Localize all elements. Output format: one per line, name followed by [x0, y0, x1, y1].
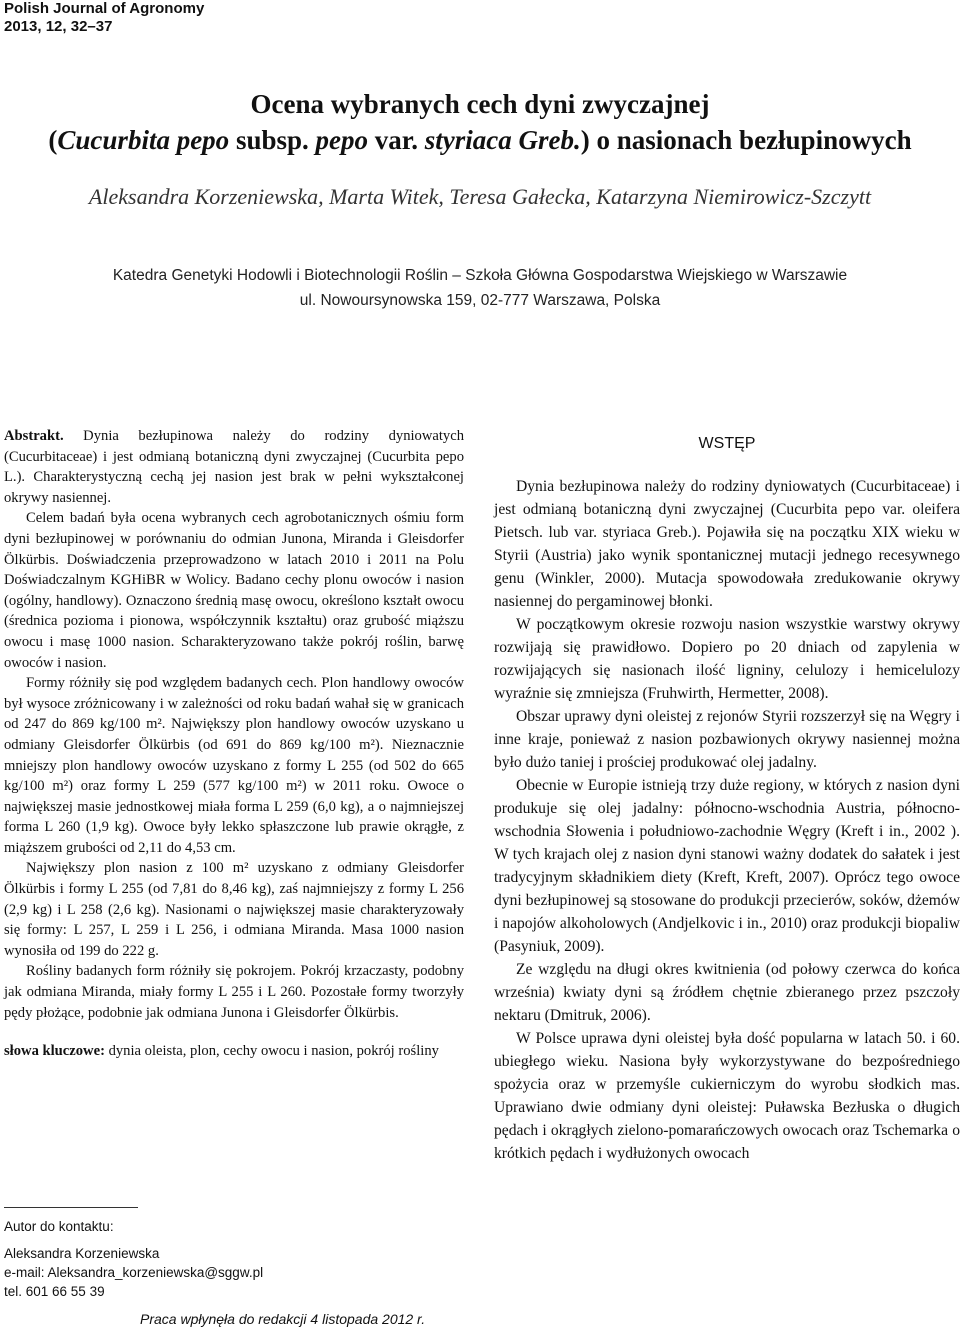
footnote-divider — [4, 1207, 138, 1208]
intro-paragraph-5: Ze względu na długi okres kwitnienia (od połowy czerwca do końca września) kwiaty dyni są źródłem chętnie zbieranego przez pszczoły nektaru (Dmitruk, 2006). — [494, 961, 960, 1024]
abstract-paragraph-5: Rośliny badanych form różniły się pokrojem. Pokrój krzaczasty, podobny jak odmiana Miranda, miały formy L 255 i L 260. Pozostałe formy tworzyły pędy płożące, podobnie jak odmiana Junona i Gleisdorfer Ölkürbis. — [4, 963, 464, 1021]
affiliation-line2: ul. Nowoursynowska 159, 02-777 Warszawa, Polska — [299, 292, 661, 309]
intro-paragraph-3: Obszar uprawy dyni oleistej z rejonów Styrii rozszerzył się na Węgry i inne kraje, ponieważ z nasion pozbawionych okrywy nasiennej można było dużo taniej i prościej produkować olej jadalny. — [494, 708, 960, 771]
intro-paragraph-1: Dynia bezłupinowa należy do rodziny dyniowatych (Cucurbitaceae) i jest odmianą botaniczną dyni zwyczajnej (Cucurbita pepo var. oleifera Pietsch. lub var. styriaca Greb.). Pojawiła się na początku XIX wieku w Styrii (Austria) jako wynik spontanicznej mutacji jednego recesywnego genu (Winkler, 2000). Mutacja spowodowała zredukowanie okrywy nasiennej do pergaminowej błonki. — [494, 478, 960, 610]
affiliation-line1: Katedra Genetyki Hodowli i Biotechnologii Roślin – Szkoła Główna Gospodarstwa Wiejskiego w Warszawie — [112, 267, 848, 284]
journal-issue: 2013, 12, 32–37 — [4, 18, 113, 35]
author-list: Aleksandra Korzeniewska, Marta Witek, Teresa Gałecka, Katarzyna Niemirowicz-Szczytt — [88, 184, 872, 209]
article-title-line1: Ocena wybranych cech dyni zwyczajnej — [250, 89, 710, 119]
abstract-paragraph-3: Formy różniły się pod względem badanych cech. Plon handlowy owoców był wysoce zróżnicowany i w zależności od roku badań wahał się w granicach od 247 do 869 kg/100 m². Największy plon handlowy owoców uzyskano u odmiany Gleisdorfer Ölkürbis (od 691 do 869 kg/100 m²). Nieznacznie mniejszy plon handlowy owoców uzyskano z formy L 255 (od 502 do 665 kg/100 m²) oraz formy L 259 (577 kg/100 m²) w 2011 roku. Owoce o największej masie jednostkowej miała forma L 259 (6,0 kg), a o najmniejszej forma L 260 (1,9 kg). Owoce były lekko spłaszczone lub prawie okrągłe, z miąższem grubości od 2,11 do 4,53 cm. — [4, 675, 464, 856]
abstract-column — [4, 426, 464, 1062]
contact-phone: tel. 601 66 55 39 — [4, 1284, 105, 1299]
article-title-line2: (Cucurbita pepo subsp. pepo var. styriaca Greb.) o nasionach bezłupinowych — [48, 125, 912, 155]
abstract-paragraph-1: Abstrakt. Dynia bezłupinowa należy do rodziny dyniowatych (Cucurbitaceae) i jest odmianą botaniczną dyni zwyczajnej (Cucurbita pepo L.). Charakterystyczną cechą jej nasion jest brak w pełni wykształconej okrywy nasiennej. — [4, 428, 464, 506]
introduction-column — [494, 432, 960, 1165]
contact-email: e-mail: Aleksandra_korzeniewska@sggw.pl — [4, 1265, 264, 1280]
keywords-label: słowa kluczowe: — [4, 1043, 105, 1060]
abstract-paragraph-4: Największy plon nasion z 100 m² uzyskano z odmiany Gleisdorfer Ölkürbis i formy L 255 (od 7,81 do 8,46 kg), zaś najmniejszy z formy L 256 (2,9 kg) i L 258 (2,6 kg). Nasionami o największej masie charakteryzowały się formy: L 257, L 259 i L 256, i odmiana Miranda. Masa 1000 nasion wynosiła od 199 do 222 g. — [4, 860, 464, 959]
keywords: słowa kluczowe: dynia oleista, plon, cechy owocu i nasion, pokrój rośliny — [4, 1043, 439, 1060]
contact-heading: Autor do kontaktu: — [4, 1219, 114, 1234]
contact-name: Aleksandra Korzeniewska — [4, 1246, 160, 1261]
introduction-heading: WSTĘP — [698, 435, 756, 452]
abstract-paragraph-2: Celem badań była ocena wybranych cech agrobotanicznych ośmiu form dyni bezłupinowej w porównaniu do odmian Junona, Miranda i Gleisdorfer Ölkürbis. Doświadczenia przeprowadzono w latach 2010 i 2011 na Polu Doświadczalnym KGHiBR w Wolicy. Badano cechy plonu owoców i nasion (ogólny, handlowy). Oznaczono średnią masę owocu, określono kształt owocu (średnica pozioma i pionowa, współczynnik kształtu) oraz grubość miąższu owocu i masę 1000 nasion. Scharakteryzowano także pokrój roślin, barwę owoców i nasion. — [4, 510, 464, 671]
received-date: Praca wpłynęła do redakcji 4 listopada 2012 r. — [140, 1311, 426, 1327]
abstract-label: Abstrakt. — [4, 428, 64, 444]
intro-paragraph-6: W Polsce uprawa dyni oleistej była dość popularna w latach 50. i 60. ubiegłego wieku. Nasiona były wykorzystywane do bezpośredniego spożycia oraz w przemyśle cukierniczym do wyrobu słodkich mas. Uprawiano dwie odmiany dyni oleistej: Puławska Bezłuska o długich pędach i okrągłych zielono-pomarańczowych owocach oraz Tschemarka o krótkich pędach i wydłużonych owocach — [494, 1030, 960, 1162]
intro-paragraph-2: W początkowym okresie rozwoju nasion wszystkie warstwy okrywy rozwijają się prawidłowo. Dopiero po 20 dniach od zapylenia w rozwijających się nasionach ilość ligniny, celulozy i hemicelulozy wyraźnie się zmniejsza (Fruhwirth, Hermetter, 2008). — [494, 616, 960, 702]
journal-header — [4, 0, 204, 36]
journal-name: Polish Journal of Agronomy — [4, 0, 205, 17]
intro-paragraph-4: Obecnie w Europie istnieją trzy duże regiony, w których z nasion dyni produkuje się olej jadalny: północno-wschodnia Austria, północno-wschodnia Słowenia i południowo-zachodnie Węgry (Kreft i in., 2002 ). W tych krajach olej z nasion dyni stanowi ważny dodatek do sałatek i jest tradycyjnym składnikiem diety (Kreft, Kreft, 2007). Oprócz tego owoce dyni bezłupinowej są stosowane do produkcji przecierów, soków, dżemów i napojów alkoholowych (Andjelkovic i in., 2010) oraz produkcji biopaliw (Pasyniuk, 2009). — [494, 777, 960, 955]
